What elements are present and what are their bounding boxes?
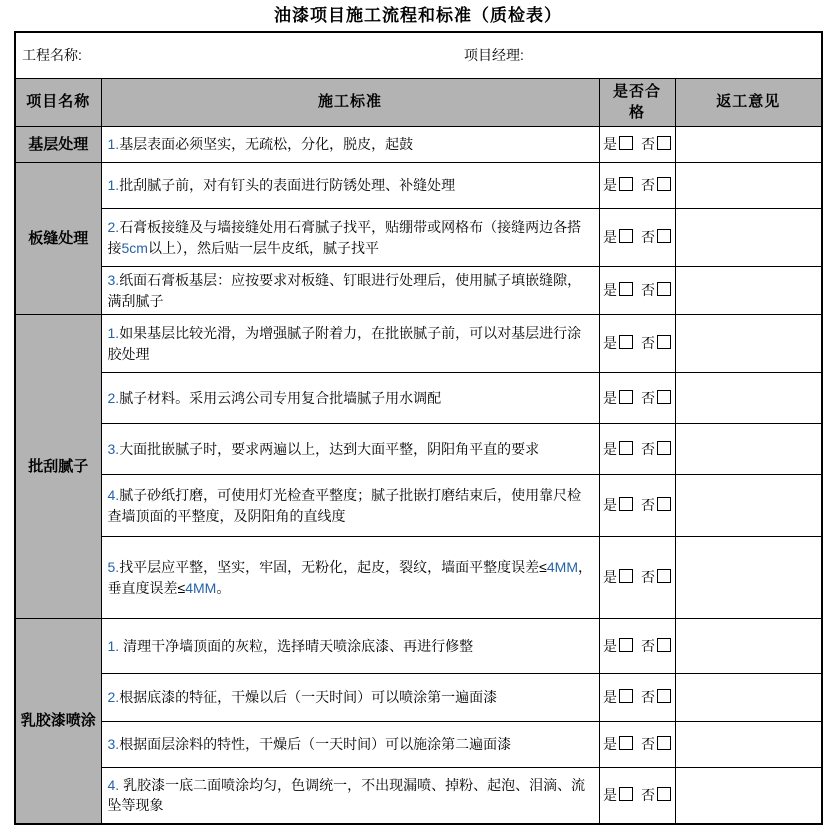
pass-cell — [599, 768, 675, 824]
rework-cell[interactable] — [675, 163, 822, 209]
project-name-label: 工程名称: — [22, 47, 82, 64]
no-label: 否 — [641, 637, 655, 654]
yes-label: 是 — [603, 637, 617, 654]
qc-table — [14, 31, 823, 825]
item-number: 2. — [107, 389, 120, 406]
item-text: 根据面层涂料的特性，干燥后（一天时间）可以施涂第二遍面漆 — [119, 736, 512, 753]
rework-cell[interactable] — [675, 424, 822, 475]
no-label: 否 — [641, 689, 655, 706]
yes-label: 是 — [603, 497, 617, 514]
item-number: 3. — [107, 440, 120, 457]
table-row — [15, 424, 822, 475]
yes-checkbox[interactable] — [619, 441, 633, 455]
yes-checkbox[interactable] — [619, 638, 633, 652]
yes-checkbox[interactable] — [619, 497, 633, 511]
table-row — [15, 267, 822, 315]
header-pass: 是否合格 — [599, 78, 675, 127]
item-text: 石膏板接缝及与墙接缝处用石膏腻子找平，贴绷带或网格布（接缝两边各搭接5cm以上），然后贴一层牛皮纸，腻子找平 — [107, 219, 582, 256]
yes-label: 是 — [603, 440, 617, 457]
item-number: 3. — [107, 272, 120, 289]
yes-checkbox[interactable] — [619, 569, 633, 583]
table-row — [15, 475, 822, 537]
no-label: 否 — [641, 440, 655, 457]
yes-checkbox[interactable] — [619, 335, 633, 349]
rework-cell[interactable] — [675, 209, 822, 267]
rework-cell[interactable] — [675, 315, 822, 373]
pass-cell — [599, 209, 675, 267]
header-standard: 施工标准 — [101, 78, 599, 127]
pass-cell — [599, 722, 675, 768]
item-text: 纸面石膏板基层：应按要求对板缝、钉眼进行处理后，使用腻子填嵌缝隙，满刮腻子 — [107, 272, 582, 309]
pass-cell — [599, 267, 675, 315]
item-number: 2. — [107, 689, 120, 706]
table-row — [15, 315, 822, 373]
table-row — [15, 768, 822, 824]
no-label: 否 — [641, 736, 655, 753]
item-number: 5. — [107, 559, 120, 576]
standard-cell — [101, 722, 599, 768]
no-label: 否 — [641, 282, 655, 299]
no-checkbox[interactable] — [657, 335, 671, 349]
pass-cell — [599, 674, 675, 722]
yes-checkbox[interactable] — [619, 229, 633, 243]
no-label: 否 — [641, 335, 655, 352]
no-checkbox[interactable] — [657, 390, 671, 404]
item-number: 3. — [107, 736, 120, 753]
no-label: 否 — [641, 787, 655, 804]
table-row — [15, 619, 822, 674]
yes-label: 是 — [603, 689, 617, 706]
table-row — [15, 163, 822, 209]
standard-cell — [101, 267, 599, 315]
standard-cell — [101, 373, 599, 424]
no-checkbox[interactable] — [657, 282, 671, 296]
yes-checkbox[interactable] — [619, 136, 633, 150]
header-rework: 返工意见 — [675, 78, 822, 127]
item-text: 如果基层比较光滑，为增强腻子附着力，在批嵌腻子前，可以对基层进行涂胶处理 — [107, 325, 582, 362]
no-checkbox[interactable] — [657, 136, 671, 150]
no-checkbox[interactable] — [657, 736, 671, 750]
yes-checkbox[interactable] — [619, 689, 633, 703]
no-label: 否 — [641, 177, 655, 194]
no-checkbox[interactable] — [657, 787, 671, 801]
yes-label: 是 — [603, 136, 617, 153]
pass-cell — [599, 315, 675, 373]
yes-checkbox[interactable] — [619, 282, 633, 296]
yes-label: 是 — [603, 335, 617, 352]
rework-cell[interactable] — [675, 127, 822, 163]
standard-cell — [101, 127, 599, 163]
item-text: 批刮腻子前，对有钉头的表面进行防锈处理、补缝处理 — [119, 177, 456, 194]
yes-label: 是 — [603, 282, 617, 299]
no-checkbox[interactable] — [657, 497, 671, 511]
item-text: 找平层应平整，坚实，牢固，无粉化，起皮，裂纹，墙面平整度误差≤4MM，垂直度误差≤4MM。 — [107, 559, 592, 596]
yes-label: 是 — [603, 229, 617, 246]
no-checkbox[interactable] — [657, 441, 671, 455]
yes-checkbox[interactable] — [619, 390, 633, 404]
table-row — [15, 127, 822, 163]
yes-label: 是 — [603, 569, 617, 586]
pass-cell — [599, 163, 675, 209]
table-row — [15, 373, 822, 424]
section-label: 基层处理 — [15, 127, 101, 163]
item-text: 大面批嵌腻子时，要求两遍以上，达到大面平整，阴阳角平直的要求 — [119, 440, 540, 457]
standard-cell — [101, 424, 599, 475]
item-number: 1. — [107, 637, 120, 654]
pass-cell — [599, 475, 675, 537]
item-number: 1. — [107, 325, 120, 342]
rework-cell[interactable] — [675, 537, 822, 619]
info-row — [15, 32, 822, 78]
yes-checkbox[interactable] — [619, 787, 633, 801]
pass-cell — [599, 127, 675, 163]
standard-cell — [101, 209, 599, 267]
table-row — [15, 674, 822, 722]
standard-cell — [101, 768, 599, 824]
item-text: 基层表面必须坚实，无疏松，分化，脱皮，起鼓 — [119, 136, 414, 153]
no-checkbox[interactable] — [657, 569, 671, 583]
section-label: 批刮腻子 — [15, 315, 101, 619]
item-text: 清理干净墙顶面的灰粒，选择晴天喷涂底漆、再进行修整 — [119, 637, 474, 654]
standard-cell — [101, 619, 599, 674]
no-label: 否 — [641, 389, 655, 406]
standard-cell — [101, 674, 599, 722]
pass-cell — [599, 373, 675, 424]
item-text: 腻子材料。采用云鸿公司专用复合批墙腻子用水调配 — [119, 389, 442, 406]
pass-cell — [599, 537, 675, 619]
table-row — [15, 722, 822, 768]
rework-cell[interactable] — [675, 674, 822, 722]
no-checkbox[interactable] — [657, 229, 671, 243]
table-row — [15, 537, 822, 619]
item-number: 4. — [107, 776, 120, 793]
section-label: 板缝处理 — [15, 163, 101, 315]
rework-cell[interactable] — [675, 267, 822, 315]
yes-checkbox[interactable] — [619, 736, 633, 750]
item-text: 腻子砂纸打磨，可使用灯光检查平整度；腻子批嵌打磨结束后，使用靠尺检查墙顶面的平整度，及阴阳角的直线度 — [107, 487, 582, 524]
rework-cell[interactable] — [675, 475, 822, 537]
no-label: 否 — [641, 569, 655, 586]
item-number: 1. — [107, 177, 120, 194]
pass-cell — [599, 424, 675, 475]
standard-cell — [101, 315, 599, 373]
rework-cell[interactable] — [675, 722, 822, 768]
no-label: 否 — [641, 497, 655, 514]
project-manager-label: 项目经理: — [464, 47, 524, 64]
item-number: 2. — [107, 219, 120, 236]
no-label: 否 — [641, 136, 655, 153]
no-checkbox[interactable] — [657, 177, 671, 191]
item-text: 根据底漆的特征，干燥以后（一天时间）可以喷涂第一遍面漆 — [119, 689, 498, 706]
standard-cell — [101, 475, 599, 537]
header-project-name: 项目名称 — [15, 78, 101, 127]
rework-cell[interactable] — [675, 768, 822, 824]
no-label: 否 — [641, 229, 655, 246]
standard-cell — [101, 537, 599, 619]
standard-cell — [101, 163, 599, 209]
no-checkbox[interactable] — [657, 689, 671, 703]
table-row — [15, 209, 822, 267]
rework-cell[interactable] — [675, 373, 822, 424]
yes-label: 是 — [603, 389, 617, 406]
pass-cell — [599, 619, 675, 674]
page-title: 油漆项目施工流程和标准（质检表） — [274, 6, 562, 25]
no-checkbox[interactable] — [657, 638, 671, 652]
yes-checkbox[interactable] — [619, 177, 633, 191]
item-number: 4. — [107, 487, 120, 504]
section-label: 乳胶漆喷涂 — [15, 619, 101, 824]
yes-label: 是 — [603, 787, 617, 804]
rework-cell[interactable] — [675, 619, 822, 674]
yes-label: 是 — [603, 736, 617, 753]
item-number: 1. — [107, 136, 120, 153]
item-text: 乳胶漆一底二面喷涂均匀，色调统一，不出现漏喷、掉粉、起泡、泪滴、流坠等现象 — [107, 776, 586, 814]
yes-label: 是 — [603, 177, 617, 194]
